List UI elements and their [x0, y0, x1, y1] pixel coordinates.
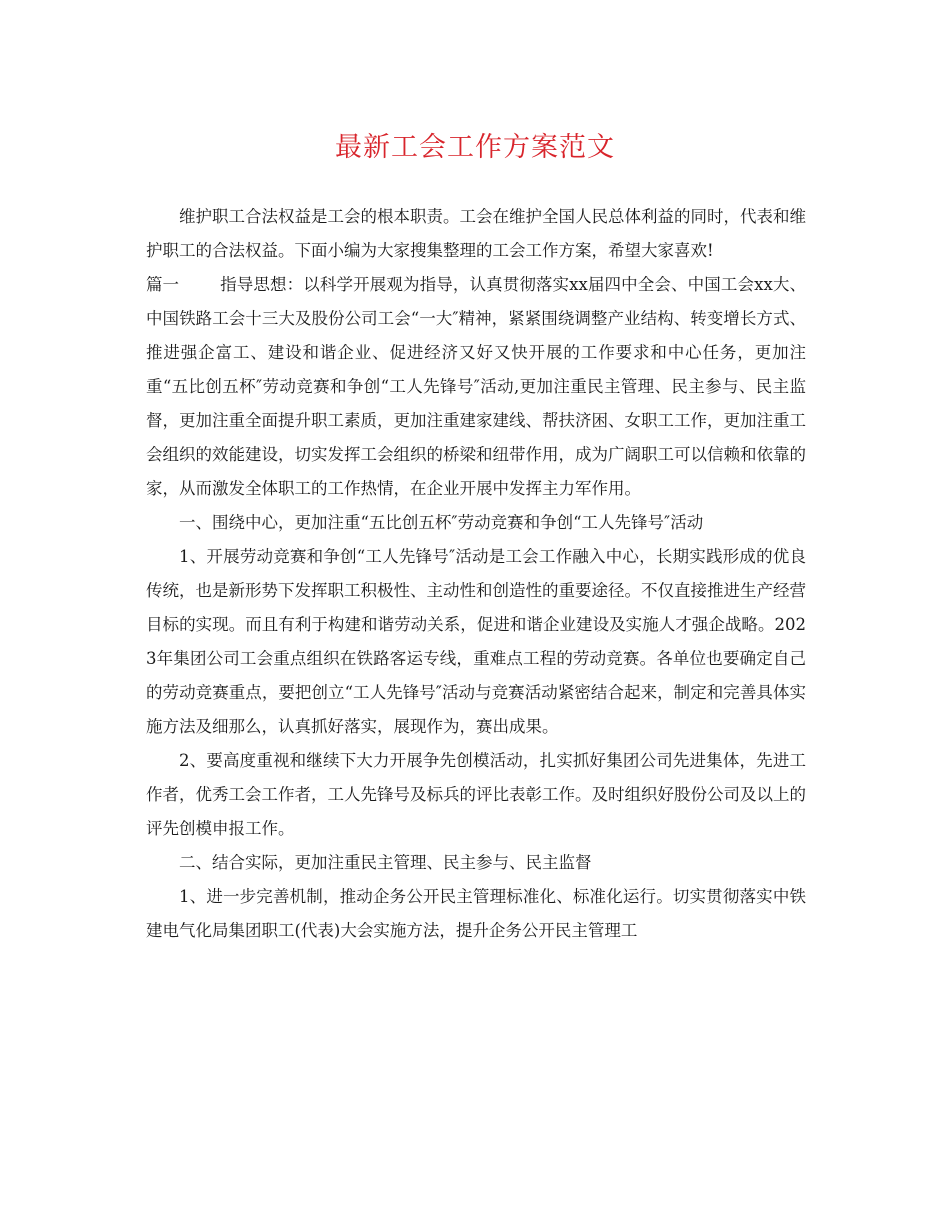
section1-item-2: 2、要高度重视和继续下大力开展争先创模活动，扎实抓好集团公司先进集体，先进工作者，优秀工会工作者，工人先锋号及标兵的评比表彰工作。及时组织好股份公司及以上的评先创模申报工作。 — [146, 751, 806, 838]
section-heading-1: 一、围绕中心，更加注重“五比创五杯″劳动竞赛和争创“工人先锋号″活动 — [179, 513, 704, 532]
document-title: 最新工会工作方案范文 — [335, 132, 615, 163]
section1-item-1: 1、开展劳动竞赛和争创“工人先锋号″活动是工会工作融入中心，长期实践形成的优良传统，也是新形势下发挥职工积极性、主动性和创造性的重要途径。不仅直接推进生产经营目标的实现。而且有利于构建和谐劳动关系，促进和谐企业建设及实施人才强企战略。2023年集团公司工会重点组织在铁路客运专线，重难点工程的劳动竞赛。各单位也要确定自己的劳动竞赛重点，要把创立“工人先锋号″活动与竞赛活动紧密结合起来，制定和完善具体实施方法及细那么，认真抓好落实，展现作为，赛出成果。 — [146, 547, 806, 736]
guiding-paragraph — [146, 268, 806, 506]
section-heading-2: 二、结合实际，更加注重民主管理、民主参与、民主监督 — [179, 853, 592, 872]
document-body — [146, 200, 806, 948]
intro-paragraph: 维护职工合法权益是工会的根本职责。工会在维护全国人民总体利益的同时，代表和维护职工的合法权益。下面小编为大家搜集整理的工会工作方案，希望大家喜欢! — [146, 207, 806, 260]
part-label: 篇一 — [146, 275, 179, 294]
section2-item-1: 1、进一步完善机制，推动企务公开民主管理标准化、标准化运行。切实贯彻落实中铁建电气化局集团职工(代表)大会实施方法，提升企务公开民主管理工 — [146, 887, 806, 940]
guiding-text: 指导思想：以科学开展观为指导，认真贯彻落实xx届四中全会、中国工会xx大、中国铁路工会十三大及股份公司工会“一大″精神，紧紧围绕调整产业结构、转变增长方式、推进强企富工、建设和谐企业、促进经济又好又快开展的工作要求和中心任务，更加注重“五比创五杯″劳动竞赛和争创“工人先锋号″活动,更加注重民主管理、民主参与、民主监督，更加注重全面提升职工素质，更加注重建家建线、帮扶济困、女职工工作，更加注重工会组织的效能建设，切实发挥工会组织的桥梁和纽带作用，成为广阔职工可以信赖和依靠的家，从而激发全体职工的工作热情，在企业开展中发挥主力军作用。 — [146, 275, 806, 498]
